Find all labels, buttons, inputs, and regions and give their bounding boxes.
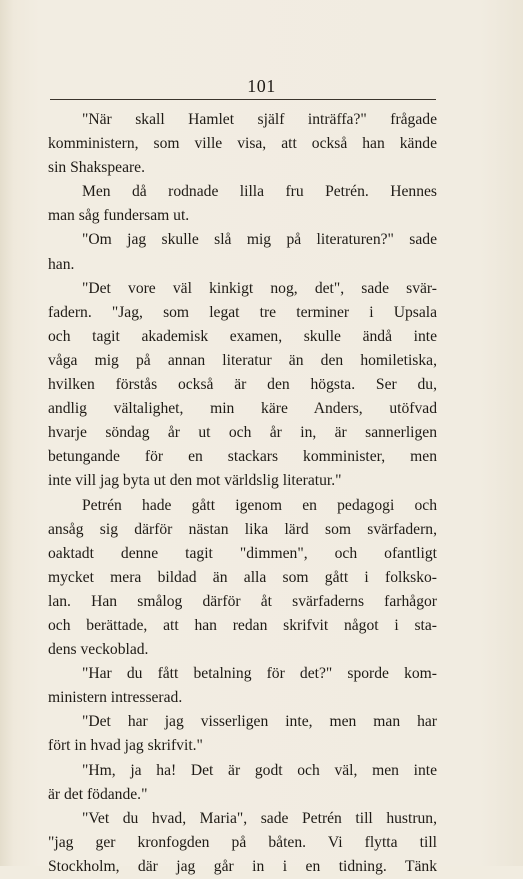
- text-line: lan. Han smålog därför åt svärfaderns farhågor: [48, 592, 437, 610]
- text-line: Men då rodnade lilla fru Petrén. Hennes: [82, 183, 437, 201]
- text-line: "Om jag skulle slå mig på literaturen?" sade: [82, 231, 437, 249]
- text-line: fört in hvad jag skrifvit.": [48, 737, 203, 755]
- text-line: ministern intresserad.: [48, 689, 183, 707]
- text-line: är det födande.": [48, 785, 148, 803]
- text-line: sin Shakspeare.: [48, 159, 146, 177]
- text-line: "När skall Hamlet själf inträffa?" frågade: [82, 111, 437, 128]
- header-rule: [50, 99, 436, 100]
- text-line: fadern. "Jag, som legat tre terminer i Upsala: [48, 303, 437, 321]
- text-line: hvilken förstås också är den högsta. Ser du,: [48, 376, 437, 394]
- body-text: [48, 108, 437, 879]
- text-line: Stockholm, där jag går in i en tidning. Tänk: [48, 857, 437, 875]
- text-line: komministern, som ville visa, att också han kände: [48, 135, 437, 153]
- text-line: dens veckoblad.: [48, 641, 149, 659]
- text-line: "Det har jag visserligen inte, men man har: [82, 713, 437, 731]
- text-line: "Det vore väl kinkigt nog, det", sade svär-: [82, 279, 437, 297]
- text-line: våga mig på annan literatur än den homiletiska,: [48, 351, 437, 369]
- text-line: hvarje söndag år ut och år in, är sannerligen: [48, 424, 437, 442]
- text-line: ansåg sig därför nästan lika lärd som svärfadern,: [48, 520, 437, 538]
- page-number: 101: [247, 76, 276, 96]
- text-line: betungande för en stackars komminister, men: [48, 448, 437, 466]
- text-line: "Har du fått betalning för det?" sporde kom-: [82, 665, 437, 683]
- text-line: mycket mera bildad än alla som gått i folksko-: [48, 568, 437, 586]
- text-line: inte vill jag byta ut den mot världslig literatur.": [48, 472, 342, 490]
- text-line: han.: [48, 255, 75, 273]
- text-line: andlig vältalighet, min käre Anders, utöfvad: [48, 400, 437, 418]
- text-line: "Hm, ja ha! Det är godt och väl, men inte: [82, 761, 437, 779]
- text-line: oaktadt denne tagit "dimmen", och ofantligt: [48, 544, 437, 562]
- text-line: "Vet du hvad, Maria", sade Petrén till hustrun,: [82, 809, 437, 827]
- text-line: man såg fundersam ut.: [48, 207, 190, 225]
- text-line: Petrén hade gått igenom en pedagogi och: [82, 496, 437, 514]
- text-line: "jag ger kronfogden på båten. Vi flytta till: [48, 833, 437, 851]
- text-line: och berättade, att han redan skrifvit något i sta-: [48, 616, 437, 634]
- text-line: och tagit akademisk examen, skulle ändå inte: [48, 327, 437, 345]
